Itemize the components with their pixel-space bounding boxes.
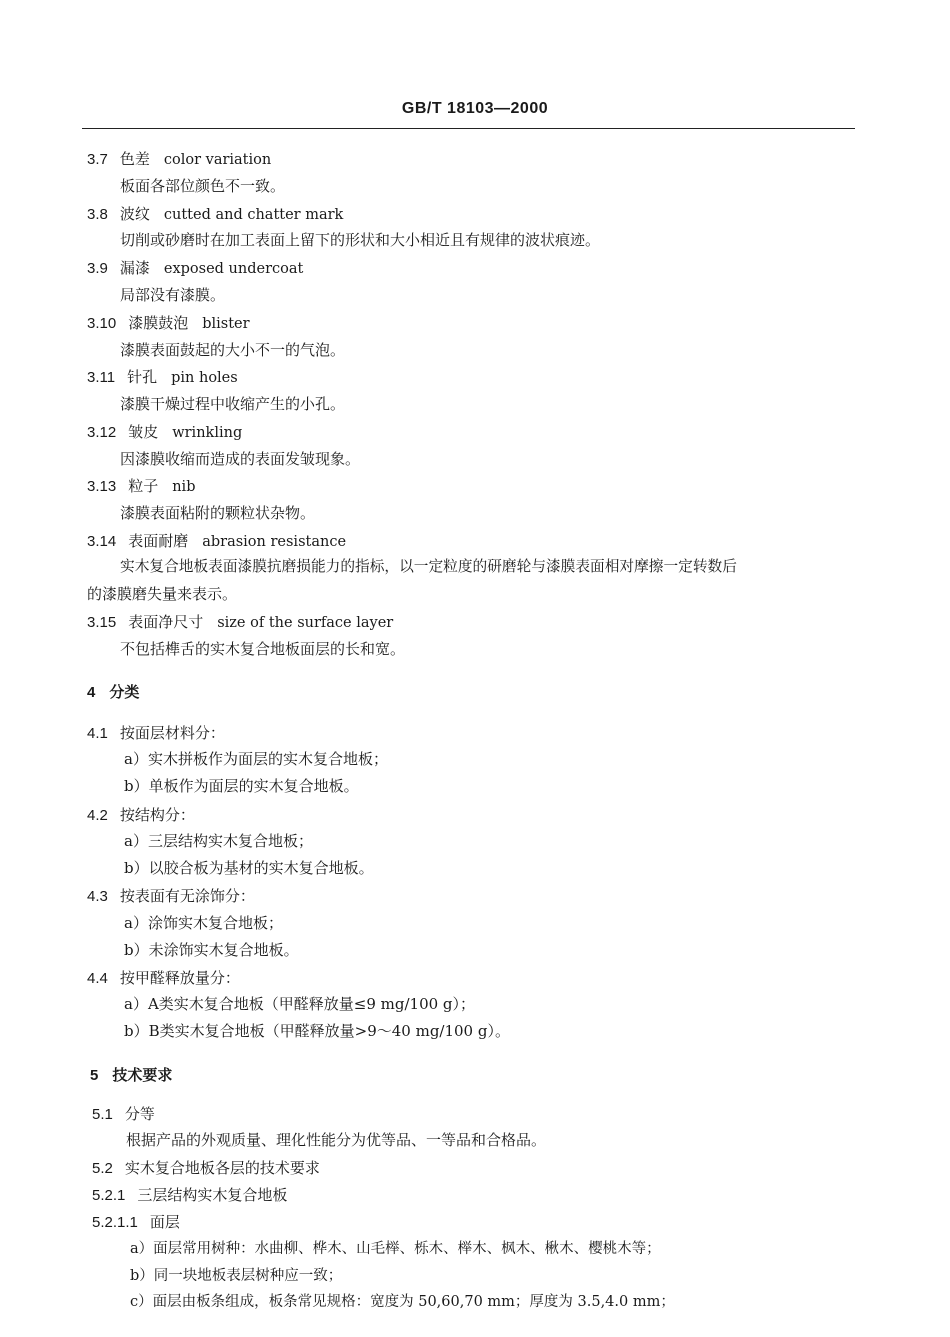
list-item: b）同一块地板表层树种应一致；: [130, 1268, 343, 1284]
clause-number: 5.1: [92, 1106, 113, 1123]
clause-number: 5.2: [92, 1160, 113, 1177]
list-item: a）A类实木复合地板（甲醛释放量≤9 mg/100 g）；: [124, 995, 476, 1013]
term-zh: 表面耐磨: [128, 532, 189, 550]
definition-text: 漆膜表面粘附的颗粒状杂物。: [120, 504, 316, 522]
clause-title: 实木复合地板各层的技术要求: [124, 1159, 320, 1177]
clause-number: 5.2.1: [92, 1187, 126, 1204]
term-en: wrinkling: [172, 425, 243, 441]
term-zh: 粒子: [128, 477, 159, 495]
clause-heading: [87, 886, 255, 907]
term-heading: [87, 313, 250, 334]
term-heading: [87, 476, 195, 497]
section-heading: [90, 1065, 172, 1086]
clause-title: 分等: [124, 1105, 155, 1123]
clause-heading: [87, 968, 240, 989]
definition-text-continued: 的漆膜磨失量来表示。: [87, 585, 238, 603]
term-heading: [87, 204, 343, 225]
clause-number: 3.11: [87, 369, 116, 386]
section-number: 5: [90, 1067, 99, 1084]
list-item: b）未涂饰实木复合地板。: [124, 941, 299, 959]
list-item: c）面层由板条组成，板条常见规格：宽度为 50,60,70 mm；厚度为 3.5,4.0 mm；: [130, 1294, 675, 1310]
clause-title: 按面层材料分：: [119, 724, 225, 742]
term-en: nib: [172, 479, 196, 495]
section-title: 技术要求: [112, 1066, 173, 1084]
term-en: abrasion resistance: [202, 534, 347, 550]
list-item: a）三层结构实木复合地板；: [124, 832, 313, 850]
term-zh: 色差: [119, 150, 150, 168]
definition-text: 根据产品的外观质量、理化性能分为优等品、一等品和合格品。: [126, 1131, 547, 1149]
definition-text: 切削或砂磨时在加工表面上留下的形状和大小相近且有规律的波状痕迹。: [120, 231, 601, 249]
term-heading: [87, 422, 242, 443]
section-number: 4: [87, 684, 96, 701]
clause-number: 3.15: [87, 614, 117, 631]
clause-number: 4.3: [87, 888, 108, 905]
clause-number: 3.13: [87, 478, 117, 495]
term-en: size of the surface layer: [217, 615, 394, 631]
term-zh: 皱皮: [128, 423, 159, 441]
clause-number: 3.14: [87, 533, 117, 550]
term-en: blister: [202, 316, 250, 332]
term-heading: [87, 367, 238, 388]
clause-heading: [92, 1158, 320, 1179]
term-heading: [87, 531, 346, 552]
term-zh: 漆膜鼓泡: [128, 314, 189, 332]
term-zh: 漏漆: [119, 259, 150, 277]
clause-heading: [87, 723, 225, 744]
clause-number: 3.10: [87, 315, 117, 332]
definition-text: 漆膜表面鼓起的大小不一的气泡。: [120, 341, 346, 359]
definition-text: 因漆膜收缩而造成的表面发皱现象。: [120, 450, 361, 468]
clause-title: 面层: [149, 1213, 180, 1231]
clause-number: 4.2: [87, 807, 108, 824]
term-zh: 表面净尺寸: [128, 613, 204, 631]
term-en: color variation: [163, 152, 272, 168]
section-heading: [87, 682, 139, 703]
clause-heading: [92, 1104, 155, 1125]
clause-number: 3.9: [87, 260, 108, 277]
term-en: pin holes: [171, 370, 238, 386]
term-heading: [87, 149, 271, 170]
definition-text: 实木复合地板表面漆膜抗磨损能力的指标，以一定粒度的研磨轮与漆膜表面相对摩擦一定转数后: [120, 558, 737, 575]
definition-text: 局部没有漆膜。: [120, 286, 226, 304]
list-item: a）面层常用树种：水曲柳、桦木、山毛榉、栎木、榉木、枫木、楸木、樱桃木等；: [130, 1241, 661, 1257]
page-header: GB/T 18103—2000: [401, 100, 549, 117]
clause-title: 按表面有无涂饰分：: [119, 887, 255, 905]
clause-heading: [92, 1185, 287, 1206]
clause-number: 3.12: [87, 424, 117, 441]
term-heading: [87, 258, 303, 279]
definition-text: 漆膜干燥过程中收缩产生的小孔。: [120, 395, 346, 413]
term-heading: [87, 612, 393, 633]
clause-number: 3.7: [87, 151, 108, 168]
section-title: 分类: [109, 683, 140, 701]
clause-number: 5.2.1.1: [92, 1214, 138, 1231]
list-item: b）以胶合板为基材的实木复合地板。: [124, 859, 374, 877]
term-en: exposed undercoat: [163, 261, 304, 277]
list-item: b）B类实木复合地板（甲醛释放量>9～40 mg/100 g）。: [124, 1022, 510, 1040]
clause-title: 按结构分：: [119, 806, 195, 824]
definition-text: 不包括榫舌的实木复合地板面层的长和宽。: [120, 640, 406, 658]
clause-heading: [92, 1212, 180, 1233]
header-rule: [82, 128, 855, 129]
list-item: b）单板作为面层的实木复合地板。: [124, 777, 359, 795]
term-zh: 针孔: [127, 368, 158, 386]
clause-number: 4.4: [87, 970, 108, 987]
clause-number: 4.1: [87, 725, 108, 742]
clause-heading: [87, 805, 195, 826]
clause-title: 按甲醛释放量分：: [119, 969, 240, 987]
clause-title: 三层结构实木复合地板: [137, 1186, 288, 1204]
term-en: cutted and chatter mark: [163, 207, 344, 223]
definition-text: 板面各部位颜色不一致。: [120, 177, 286, 195]
term-zh: 波纹: [119, 205, 150, 223]
clause-number: 3.8: [87, 206, 108, 223]
list-item: a）涂饰实木复合地板；: [124, 914, 283, 932]
list-item: a）实木拼板作为面层的实木复合地板；: [124, 750, 388, 768]
